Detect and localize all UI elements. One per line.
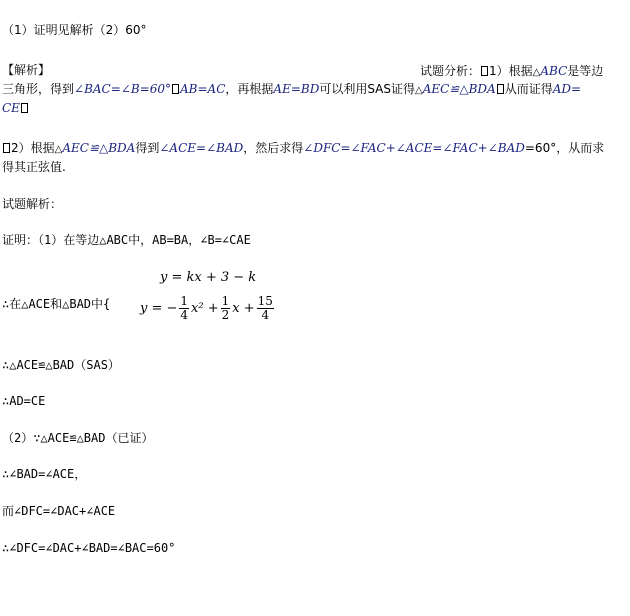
analysis-line-5: 得其正弦值.	[2, 160, 66, 174]
l3-ce: CE	[2, 101, 20, 115]
l4-tri: AEC≌△BDA	[62, 141, 136, 155]
frac2-num: 1	[221, 294, 230, 308]
solution-step-2-prefix: ∴在△ACE和△BAD中{	[2, 297, 111, 311]
l2-tri1: AEC≌△BDA	[422, 82, 496, 96]
analysis-l1-part2: 是等边	[567, 64, 604, 78]
analysis-tag: 【解析】	[2, 63, 51, 77]
l2-part4: 从而证得	[504, 82, 553, 96]
solution-step-7: 而∠DFC=∠DAC+∠ACE	[2, 504, 116, 518]
eq-bottom-b: x² +	[191, 301, 219, 316]
solution-step-3: ∴△ACE≌△BAD（SAS）	[2, 358, 120, 372]
analysis-line-4	[2, 140, 604, 158]
eq-bottom-c: x +	[232, 301, 255, 316]
solution-step-4: ∴AD=CE	[2, 394, 46, 408]
l2-part2: ，再根据	[225, 82, 274, 96]
l4-part3: ，然后求得	[243, 141, 304, 155]
frac1-den: 4	[180, 308, 189, 322]
answer-line: （1）证明见解析（2）60°	[2, 23, 147, 37]
solution-step-5: （2）∵△ACE≌△BAD（已证）	[2, 431, 154, 445]
fraction-1	[179, 295, 189, 322]
missing-glyph-box	[497, 84, 504, 94]
frac1-num: 1	[180, 294, 189, 308]
missing-glyph-box	[172, 84, 179, 94]
fraction-2	[221, 295, 231, 322]
eq-bottom-a: y = −	[140, 301, 178, 316]
analysis-line-3	[2, 100, 29, 116]
l2-part3: 可以利用SAS证得	[319, 82, 415, 96]
fraction-3	[257, 295, 274, 322]
triangle-icon: △	[532, 67, 541, 78]
frac3-num: 15	[257, 294, 273, 308]
analysis-line-2	[2, 81, 581, 99]
l4-part2: 得到	[135, 141, 160, 155]
l2-part1: 三角形，得到	[2, 82, 75, 96]
triangle-icon: △	[415, 85, 423, 96]
triangle-icon: △	[54, 144, 63, 155]
missing-glyph-box	[3, 143, 10, 153]
analysis-intro	[420, 62, 603, 79]
l4-eq1: ∠ACE=∠BAD	[159, 141, 244, 155]
missing-glyph-box	[21, 103, 28, 113]
analysis-intro-label: 试题分析：	[420, 64, 481, 78]
l2-ae-bd: AE=BD	[273, 82, 320, 96]
equation-bottom	[140, 295, 276, 322]
l4-part4: =60°，从而求	[524, 141, 605, 155]
l2-eq2: AB=AC	[180, 82, 226, 96]
l4-part1: 2）根据	[11, 141, 55, 155]
solution-heading: 试题解析：	[2, 197, 63, 211]
l2-ad: AD=	[552, 82, 582, 96]
analysis-l1-abc: ABC	[540, 64, 568, 78]
l2-eq1: ∠BAC=∠B=60°	[74, 82, 171, 96]
l4-eq2: ∠DFC=∠FAC+∠ACE=∠FAC+∠BAD	[303, 141, 525, 155]
equation-top: y = kx + 3 − k	[160, 270, 257, 285]
solution-step-8: ∴∠DFC=∠DAC+∠BAD=∠BAC=60°	[2, 541, 176, 555]
frac3-den: 4	[261, 308, 270, 322]
frac2-den: 2	[221, 308, 230, 322]
missing-glyph-box	[481, 66, 488, 76]
solution-step-1: 证明：（1）在等边△ABC中，AB=BA，∠B=∠CAE	[2, 233, 251, 247]
analysis-l1-part1: 1）根据	[489, 64, 533, 78]
solution-step-6: ∴∠BAD=∠ACE，	[2, 467, 87, 481]
